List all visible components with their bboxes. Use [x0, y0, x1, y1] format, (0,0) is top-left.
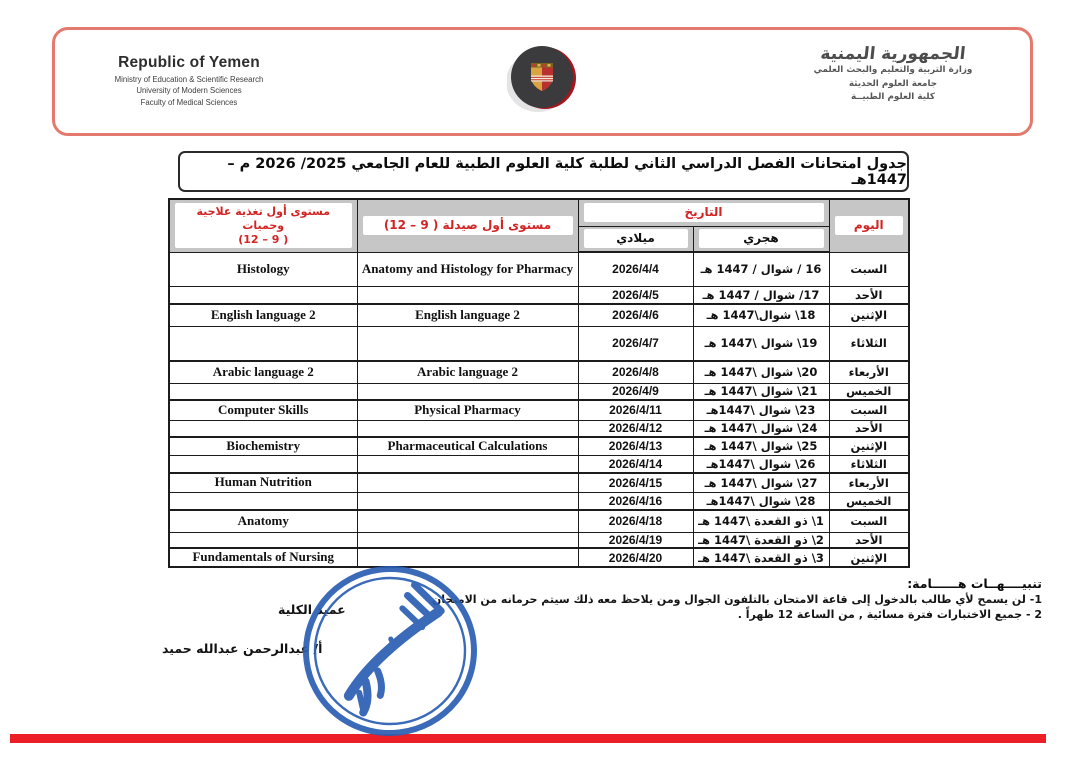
- table-row: [169, 532, 909, 548]
- nutrition-header-line2: ( 9 – 12): [238, 232, 289, 246]
- stamp-calligraphy: [320, 582, 461, 713]
- pharmacy-subject-cell: Anatomy and Histology for Pharmacy: [357, 252, 578, 286]
- gregorian-date-cell: 2026/4/18: [578, 510, 693, 532]
- hijri-subheader: [693, 226, 829, 252]
- day-cell: الأحد: [829, 532, 909, 548]
- table-row: [169, 455, 909, 473]
- ministry-line-arabic: وزارة التربية والتعليم والبحث العلمي: [813, 65, 973, 75]
- nutrition-subject-cell: [169, 286, 357, 304]
- gregorian-date-cell: 2026/4/6: [578, 304, 693, 326]
- table-row: [169, 420, 909, 437]
- day-header-label: اليوم: [835, 216, 904, 235]
- day-cell: السبت: [829, 252, 909, 286]
- pharmacy-subject-cell: [357, 510, 578, 532]
- hijri-date-cell: 23\ شوال \1447هـ: [693, 400, 829, 420]
- hijri-date-cell: 17/ شوال / 1447 هـ: [693, 286, 829, 304]
- pharmacy-subject-cell: [357, 473, 578, 492]
- day-cell: الخميس: [829, 383, 909, 400]
- day-cell: السبت: [829, 400, 909, 420]
- university-line-arabic: جامعة العلوم الحديثة: [848, 78, 938, 89]
- university-seal-icon: [507, 42, 579, 114]
- hijri-date-cell: 18\ شوال\1447 هـ: [693, 304, 829, 326]
- table-row: [169, 400, 909, 420]
- notes-title: تنبيــــهــات هــــــامة:: [907, 576, 1042, 591]
- nutrition-subject-cell: [169, 420, 357, 437]
- schedule-table-body: [169, 252, 909, 567]
- hijri-date-cell: 28\ شوال \1447هـ: [693, 492, 829, 510]
- header-row-top: [169, 199, 909, 226]
- hijri-date-cell: 19\ شوال \1447 هـ: [693, 326, 829, 361]
- gregorian-subheader-label: ميلادي: [584, 229, 688, 248]
- pharmacy-header-label: مستوى أول صيدلة ( 9 – 12): [363, 216, 573, 235]
- pharmacy-subject-cell: [357, 420, 578, 437]
- nutrition-header-label: [175, 203, 352, 248]
- table-row: [169, 326, 909, 361]
- table-row: [169, 437, 909, 455]
- nutrition-subject-cell: Fundamentals of Nursing: [169, 548, 357, 567]
- country-title-arabic: الجمهورية اليمنية: [819, 44, 967, 64]
- nutrition-subject-cell: Histology: [169, 252, 357, 286]
- university-line: University of Modern Sciences: [136, 86, 242, 95]
- nutrition-subject-cell: English language 2: [169, 304, 357, 326]
- gregorian-subheader: [578, 226, 693, 252]
- date-column-header: [578, 199, 829, 226]
- hijri-date-cell: 3\ ذو القعدة \1447 هـ: [693, 548, 829, 567]
- gregorian-date-cell: 2026/4/12: [578, 420, 693, 437]
- gregorian-date-cell: 2026/4/20: [578, 548, 693, 567]
- hijri-date-cell: 24\ شوال \1447 هـ: [693, 420, 829, 437]
- day-cell: الإثنين: [829, 437, 909, 455]
- ministry-line: Ministry of Education & Scientific Research: [114, 74, 264, 84]
- pharmacy-subject-cell: [357, 532, 578, 548]
- day-cell: الثلاثاء: [829, 455, 909, 473]
- note-item: 1- لن يسمح لأي طالب بالدخول إلى قاعة الامتحان بالتلفون الجوال ومن يلاحظ معه ذلك سيتم حرمانه من الامتحان: [431, 593, 1042, 606]
- table-row: [169, 383, 909, 400]
- date-header-label: التاريخ: [584, 203, 824, 222]
- gregorian-date-cell: 2026/4/19: [578, 532, 693, 548]
- gregorian-date-cell: 2026/4/5: [578, 286, 693, 304]
- hijri-date-cell: 21\ شوال \1447 هـ: [693, 383, 829, 400]
- nutrition-subject-cell: [169, 532, 357, 548]
- hijri-date-cell: 2\ ذو القعدة \1447 هـ: [693, 532, 829, 548]
- faculty-line-arabic: كلية العلوم الطبيــة: [850, 92, 935, 103]
- nutrition-subject-cell: Human Nutrition: [169, 473, 357, 492]
- hijri-date-cell: 26\ شوال \1447هـ: [693, 455, 829, 473]
- gregorian-date-cell: 2026/4/14: [578, 455, 693, 473]
- table-row: [169, 286, 909, 304]
- stamp-icon: [302, 564, 478, 738]
- pharmacy-subject-cell: [357, 455, 578, 473]
- nutrition-header-line1: مستوى أول تغذية علاجية وحميات: [196, 205, 331, 232]
- letterhead-arabic-block: [778, 44, 1008, 105]
- day-cell: الأربعاء: [829, 473, 909, 492]
- schedule-table-head: [169, 199, 909, 252]
- day-cell: الإثنين: [829, 304, 909, 326]
- pharmacy-subject-cell: [357, 326, 578, 361]
- pharmacy-subject-cell: Arabic language 2: [357, 361, 578, 383]
- gregorian-date-cell: 2026/4/9: [578, 383, 693, 400]
- day-cell: الثلاثاء: [829, 326, 909, 361]
- gregorian-date-cell: 2026/4/11: [578, 400, 693, 420]
- table-row: [169, 361, 909, 383]
- hijri-subheader-label: هجري: [699, 229, 824, 248]
- letterhead: [52, 27, 1033, 136]
- hijri-date-cell: 25\ شوال \1447 هـ: [693, 437, 829, 455]
- day-column-header: [829, 199, 909, 252]
- nutrition-subject-cell: [169, 455, 357, 473]
- document-title: جدول امتحانات الفصل الدراسي الثاني لطلبة كلية العلوم الطبية للعام الجامعي 2025/ 2026 م –1447هـ: [178, 151, 909, 192]
- gregorian-date-cell: 2026/4/15: [578, 473, 693, 492]
- pharmacy-column-header: [357, 199, 578, 252]
- nutrition-subject-cell: [169, 492, 357, 510]
- table-row: [169, 510, 909, 532]
- gregorian-date-cell: 2026/4/13: [578, 437, 693, 455]
- day-cell: الخميس: [829, 492, 909, 510]
- gregorian-date-cell: 2026/4/7: [578, 326, 693, 361]
- pharmacy-subject-cell: Pharmaceutical Calculations: [357, 437, 578, 455]
- table-row: [169, 473, 909, 492]
- university-seal-logo: [507, 42, 579, 114]
- nutrition-subject-cell: Biochemistry: [169, 437, 357, 455]
- nutrition-subject-cell: [169, 326, 357, 361]
- note-item: 2 - جميع الاختبارات فترة مسائية , من الساعة 12 ظهراً .: [737, 608, 1042, 621]
- hijri-date-cell: 27\ شوال \1447 هـ: [693, 473, 829, 492]
- hijri-date-cell: 20\ شوال \1447 هـ: [693, 361, 829, 383]
- letterhead-english-block: [71, 54, 307, 107]
- day-cell: الأحد: [829, 286, 909, 304]
- exam-schedule-table: [168, 198, 910, 568]
- nutrition-column-header: [169, 199, 357, 252]
- hijri-date-cell: 1\ ذو القعدة \1447 هـ: [693, 510, 829, 532]
- day-cell: الإثنين: [829, 548, 909, 567]
- nutrition-subject-cell: Computer Skills: [169, 400, 357, 420]
- table-row: [169, 548, 909, 567]
- table-row: [169, 252, 909, 286]
- gregorian-date-cell: 2026/4/8: [578, 361, 693, 383]
- pharmacy-subject-cell: Physical Pharmacy: [357, 400, 578, 420]
- footer-red-bar: [10, 734, 1046, 743]
- notes-block: [402, 576, 1042, 621]
- dean-stamp: [302, 564, 478, 738]
- nutrition-subject-cell: [169, 383, 357, 400]
- pharmacy-subject-cell: [357, 383, 578, 400]
- signature-role: عميد الكلية: [278, 602, 346, 617]
- country-title: Republic of Yemen: [118, 54, 260, 71]
- signature-name: أ/ عبدالرحمن عبدالله حميد: [162, 641, 323, 656]
- pharmacy-subject-cell: [357, 286, 578, 304]
- pharmacy-subject-cell: English language 2: [357, 304, 578, 326]
- faculty-line: Faculty of Medical Sciences: [140, 97, 238, 107]
- gregorian-date-cell: 2026/4/16: [578, 492, 693, 510]
- nutrition-subject-cell: Anatomy: [169, 510, 357, 532]
- day-cell: الأربعاء: [829, 361, 909, 383]
- day-cell: الأحد: [829, 420, 909, 437]
- gregorian-date-cell: 2026/4/4: [578, 252, 693, 286]
- table-row: [169, 304, 909, 326]
- day-cell: السبت: [829, 510, 909, 532]
- nutrition-subject-cell: Arabic language 2: [169, 361, 357, 383]
- table-row: [169, 492, 909, 510]
- pharmacy-subject-cell: [357, 492, 578, 510]
- hijri-date-cell: 16 / شوال / 1447 هـ: [693, 252, 829, 286]
